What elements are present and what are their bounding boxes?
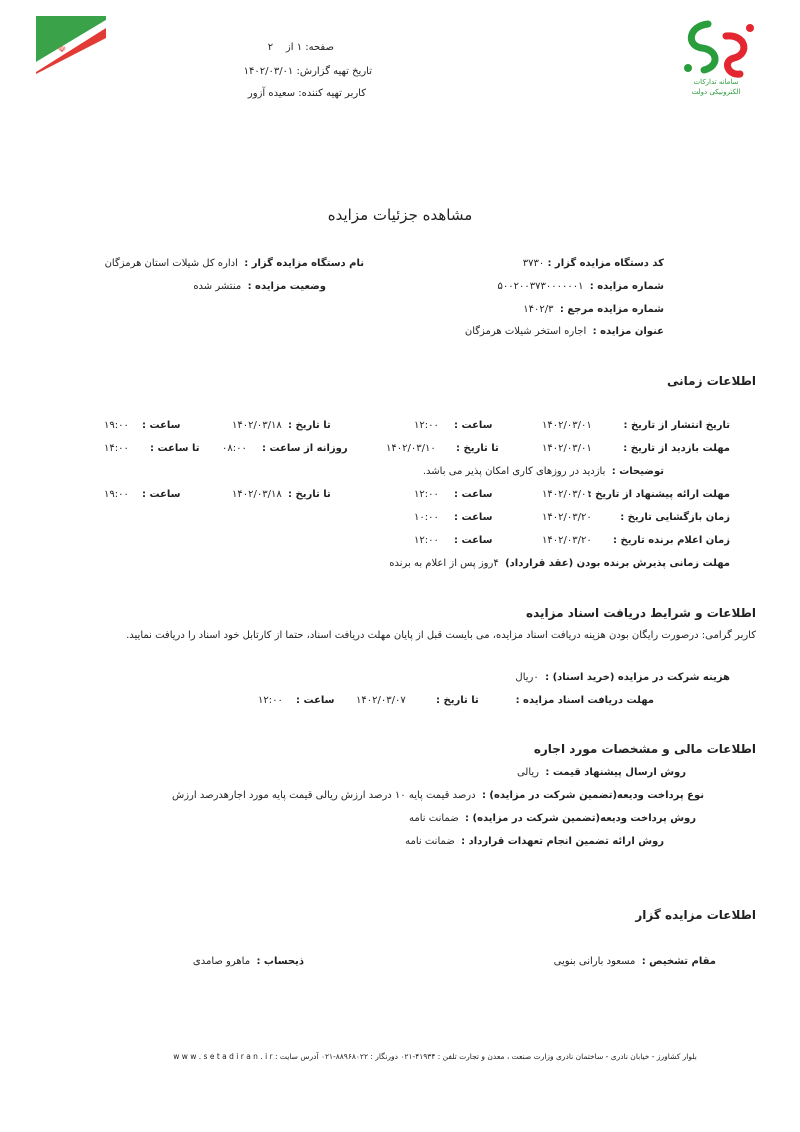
visit-from-label: مهلت بازدید از تاریخ : bbox=[623, 443, 730, 454]
guarantee-label: روش ارائه تضمین انجام تعهدات قرارداد : bbox=[461, 836, 664, 847]
guarantee-row bbox=[405, 836, 664, 847]
winner-time-value: ۱۲:۰۰ bbox=[414, 535, 439, 546]
iran-flag-icon bbox=[36, 16, 106, 74]
visit-from-value: ۱۴۰۲/۰۳/۰۱ bbox=[542, 443, 592, 454]
method-label: روش ارسال پیشنهاد قیمت : bbox=[545, 767, 686, 778]
finance-heading: اطلاعات مالی و مشخصات مورد اجاره bbox=[533, 742, 756, 756]
org-name-label: نام دستگاه مزایده گزار : bbox=[244, 258, 364, 269]
status-value: منتشر شده bbox=[193, 281, 242, 292]
auction-no-label: شماره مزایده : bbox=[589, 281, 664, 292]
pub-from-time-value: ۱۲:۰۰ bbox=[414, 420, 439, 431]
svg-text:الکترونیکی دولت: الکترونیکی دولت bbox=[691, 88, 741, 96]
open-label: زمان بازگشایی تاریخ : bbox=[620, 512, 730, 523]
guarantee-value: ضمانت نامه bbox=[405, 836, 455, 847]
page-number bbox=[250, 42, 334, 53]
accountant-label: ذیحساب : bbox=[256, 956, 304, 967]
page-label: صفحه: bbox=[305, 42, 334, 53]
status-row bbox=[193, 281, 326, 292]
svg-text:☫: ☫ bbox=[57, 45, 66, 55]
authority-value: مسعود بارانی بنویی bbox=[553, 956, 636, 967]
ref-no-row bbox=[523, 304, 664, 315]
authority-label: مقام تشخیص : bbox=[641, 956, 716, 967]
page-title: مشاهده جزئیات مزایده bbox=[327, 206, 473, 224]
svg-text:سامانه تدارکات: سامانه تدارکات bbox=[693, 78, 739, 86]
org-code-row bbox=[523, 258, 664, 269]
daily-from-value: ۰۸:۰۰ bbox=[222, 443, 247, 454]
subject-row bbox=[465, 326, 664, 337]
preparer bbox=[230, 88, 366, 99]
footer-address: بلوار کشاورز - خیابان نادری - ساختمان نادری وزارت صنعت ، معدن و تجارت تلفن : ۴۱۹۳۴-۰۲۱ دورنگار : ۸۸۹۶۸۰۲۲-۰۲۱ آدرس سایت : w w w . s e t a d i r a n . i r bbox=[173, 1052, 697, 1061]
auctioneer-heading: اطلاعات مزایده گزار bbox=[635, 908, 756, 922]
auction-no-value: ۵۰۰۲۰۰۳۷۳۰۰۰۰۰۰۱ bbox=[497, 281, 584, 292]
pub-from-label: تاریخ انتشار از تاریخ : bbox=[623, 420, 730, 431]
desc-row bbox=[423, 466, 664, 477]
pub-to-label: تا تاریخ : bbox=[288, 420, 331, 431]
daily-to-label: تا ساعت : bbox=[150, 443, 200, 454]
pub-to-time-label: ساعت : bbox=[142, 420, 181, 431]
open-time-value: ۱۰:۰۰ bbox=[414, 512, 439, 523]
desc-label: توضیحات : bbox=[611, 466, 664, 477]
deposit-type-value: درصد قیمت پایه ۱۰ درصد ارزش ریالی قیمت پایه مورد اجارهدرصد ارزش bbox=[172, 790, 476, 801]
offer-to-time-value: ۱۹:۰۰ bbox=[104, 489, 129, 500]
offer-to-label: تا تاریخ : bbox=[288, 489, 331, 500]
org-name-row bbox=[105, 258, 364, 269]
offer-from-time-value: ۱۲:۰۰ bbox=[414, 489, 439, 500]
offer-to-value: ۱۴۰۲/۰۳/۱۸ bbox=[232, 489, 282, 500]
deposit-method-row bbox=[409, 813, 696, 824]
fee-row bbox=[515, 672, 730, 683]
preparer-value: سعیده آزور bbox=[247, 88, 296, 99]
accountant-row bbox=[193, 956, 304, 967]
docs-time-value: ۱۲:۰۰ bbox=[258, 695, 283, 706]
report-date-value: ۱۴۰۲/۰۳/۰۱ bbox=[243, 66, 294, 77]
winner-time-label: ساعت : bbox=[454, 535, 493, 546]
deposit-type-label: نوع پرداخت ودیعه(تضمین شرکت در مزایده) : bbox=[481, 790, 704, 801]
time-heading: اطلاعات زمانی bbox=[667, 374, 756, 388]
accept-value: ۴روز پس از اعلام به برنده bbox=[389, 558, 499, 569]
visit-to-label: تا تاریخ : bbox=[456, 443, 499, 454]
docs-time-label: ساعت : bbox=[296, 695, 335, 706]
accountant-value: ماهرو صامدی bbox=[192, 956, 251, 967]
fee-label: هزینه شرکت در مزایده (خرید اسناد) : bbox=[545, 672, 730, 683]
org-name-value: اداره کل شیلات استان هرمزگان bbox=[104, 258, 238, 269]
auction-no-row bbox=[498, 281, 665, 292]
docs-to-date-value: ۱۴۰۲/۰۳/۰۷ bbox=[356, 695, 406, 706]
open-time-label: ساعت : bbox=[454, 512, 493, 523]
subject-value: اجاره استخر شیلات هرمزگان bbox=[464, 326, 587, 337]
offer-from-label: مهلت ارائه پیشنهاد از تاریخ : bbox=[587, 489, 730, 500]
docs-heading: اطلاعات و شرایط دریافت اسناد مزایده bbox=[525, 606, 756, 620]
winner-date: ۱۴۰۲/۰۳/۲۰ bbox=[542, 535, 592, 546]
org-code-label: کد دستگاه مزایده گزار : bbox=[547, 258, 664, 269]
daily-from-label: روزانه از ساعت : bbox=[262, 443, 348, 454]
daily-to-value: ۱۴:۰۰ bbox=[104, 443, 129, 454]
docs-notice: کاربر گرامی: درصورت رایگان بودن هزینه دریافت اسناد مزایده، می بایست قبل از پایان مهلت دریافت اسناد، حتما از کارتابل خود اسناد را دریافت نمایید. bbox=[126, 630, 756, 641]
page-total: ۲ bbox=[267, 42, 274, 53]
page-current: ۱ bbox=[296, 42, 303, 53]
offer-to-time-label: ساعت : bbox=[142, 489, 181, 500]
status-label: وضعیت مزایده : bbox=[247, 281, 326, 292]
accept-row bbox=[389, 558, 730, 569]
offer-from-time-label: ساعت : bbox=[454, 489, 493, 500]
offer-from-value: ۱۴۰۲/۰۳/۰۱ bbox=[542, 489, 592, 500]
pub-to-time-value: ۱۹:۰۰ bbox=[104, 420, 129, 431]
report-date bbox=[228, 66, 372, 77]
pub-to-value: ۱۴۰۲/۰۳/۱۸ bbox=[232, 420, 282, 431]
ref-no-label: شماره مزایده مرجع : bbox=[559, 304, 664, 315]
report-date-label: تاریخ تهیه گزارش: bbox=[296, 66, 372, 77]
open-date: ۱۴۰۲/۰۳/۲۰ bbox=[542, 512, 592, 523]
docs-deadline-label: مهلت دریافت اسناد مزایده : bbox=[515, 695, 654, 706]
winner-label: زمان اعلام برنده تاریخ : bbox=[613, 535, 730, 546]
desc-value: بازدید در روزهای کاری امکان پذیر می باشد. bbox=[422, 466, 606, 477]
method-row bbox=[517, 767, 686, 778]
setad-logo bbox=[668, 16, 764, 98]
pub-from-value: ۱۴۰۲/۰۳/۰۱ bbox=[542, 420, 592, 431]
deposit-method-label: روش پرداخت ودیعه(تضمین شرکت در مزایده) : bbox=[465, 813, 696, 824]
page-of: از bbox=[285, 42, 294, 53]
org-code-value: ۳۷۳۰ bbox=[522, 258, 545, 269]
method-value: ریالی bbox=[516, 767, 539, 778]
docs-to-date-label: تا تاریخ : bbox=[436, 695, 479, 706]
subject-label: عنوان مزایده : bbox=[592, 326, 664, 337]
authority-row bbox=[554, 956, 716, 967]
pub-from-time-label: ساعت : bbox=[454, 420, 493, 431]
deposit-method-value: ضمانت نامه bbox=[409, 813, 459, 824]
ref-no-value: ۱۴۰۲/۳ bbox=[523, 304, 554, 315]
deposit-type-row bbox=[172, 790, 704, 801]
preparer-label: کاربر تهیه کننده: bbox=[298, 88, 366, 99]
visit-to-value: ۱۴۰۲/۰۳/۱۰ bbox=[386, 443, 436, 454]
accept-label: مهلت زمانی پذیرش برنده بودن (عقد قرارداد) bbox=[505, 558, 730, 569]
fee-value: ۰ریال bbox=[515, 672, 539, 683]
